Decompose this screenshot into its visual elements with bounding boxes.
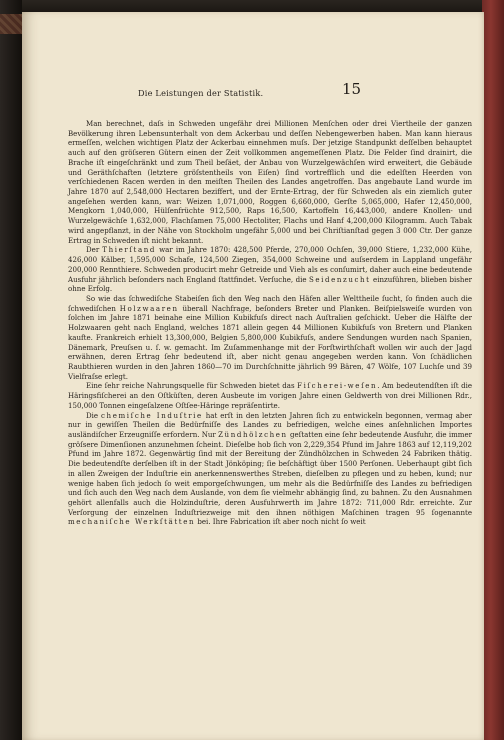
- emphasis-term: Fiſcherei-weſen: [297, 381, 378, 391]
- text-run: Eine ſehr reiche Nahrungsquelle für Schweden bietet das: [86, 381, 298, 391]
- emphasis-term: mechaniſche Werkſtätten: [68, 517, 196, 527]
- text-run: Der: [86, 245, 103, 255]
- emphasis-term: Zündhölzchen: [218, 430, 288, 439]
- text-run: bei. Ihre Fabrication iſt aber noch nicht ſo weit: [195, 517, 366, 527]
- paragraph-agriculture: [68, 119, 472, 245]
- paragraph-timber: [68, 294, 472, 381]
- running-head: Die Leistungen der Statistik.: [138, 88, 264, 98]
- text-run: hat erſt in den letzten Jahren ſich zu entwickeln begonnen, vermag aber nur in gewiſſen Theilen die Bedürfniſſe des Landes zu befriedigen, welche eines anſehnlichen Importes ausländiſcher Erzeugniſſe erfordern. Nur: [68, 410, 472, 439]
- text-run: geſtatten eine ſehr bedeutende Ausfuhr, die immer gröſsere Dimenſionen anzunehmen ſcheint. Dieſelbe hob ſich von 2,229,354 Pfund im Jahre 1863 auf 12,119,202 Pfund im Jahre 1872. Gegenwärtig ſind mit der Bereitung der Zündhölzchen in Schweden 24 Fabriken thätig. Die bedeutendſte derſelben iſt in der Stadt Jönköping; ſie beſchäftigt über 1500 Perſonen. Ueberhaupt gibt ſich in allen Zweigen der Induſtrie ein anerkennenswerthes Streben, dieſelben zu pflegen und zu heben, kund; nur wenige haben ſich jedoch ſo weit emporgeſchwungen, um mehr als die Bedürfniſſe des Landes zu befriedigen und ſich auch den Weg nach dem Auslande, von dem ſie vielmehr abhängig ſind, zu bahnen. Zu den Ausnahmen gehört allenfalls auch die Holzinduſtrie, deren Ausfuhrwerth im Jahre 1872: 711,000 Rdr. erreichte. Zur Verſorgung der einzelnen Induſtriezweige mit den ihnen nöthigen Maſchinen tragen 95 ſogenannte: [68, 430, 472, 517]
- emphasis-term: Seidenzucht: [308, 274, 371, 284]
- text-run: . Am bedeutendſten iſt die Häringsfiſcherei an den Oſtküſten, deren Ausbeute im vorigen Jahre einen Geldwerth von drei Millionen Rdr., 150,000 Tonnen eingeſalzene Oſtſee-Häringe repräſentirte.: [68, 381, 473, 410]
- book-page: [22, 12, 484, 740]
- paragraph-industry: [68, 411, 472, 528]
- text-run: einzuführen, blieben bisher ohne Erfolg.: [68, 274, 472, 294]
- text-run: überall Nachfrage, beſonders Breter und Planken. Beiſpielsweiſe wurden von ſolchen im Jahre 1871 beinahe eine Million Kubikfuſs direct nach Auſtralien geſchickt. Ueber die Hälfte der Holzwaaren geht nach England, welches 1871 allein gegen 44 Millionen Kubikfuſs von Bretern und Planken kaufte. Frankreich erhielt 13,300,000, Belgien 5,800,000 Kubikfuſs, andere Sendungen wurden nach Spanien, Dänemark, Preuſsen u. ſ. w. gemacht. Im Zuſammenhange mit der Forſtwirthſchaft wollen wir auch der Jagd erwähnen, deren Ertrag ſehr bedeutend iſt, aber nicht genau angegeben werden kann. Von ſchädlichen Raubthieren wurden in den Jahren 1860—70 im Durchſchnitte jährlich 99 Bären, 47 Wölfe, 107 Luchſe und 39 Vielfraſse erlegt.: [68, 303, 472, 381]
- binding-left: [0, 0, 22, 740]
- text-run: Man berechnet, daſs in Schweden ungefähr drei Millionen Menſchen oder drei Viertheile der ganzen Bevölkerung ihren Lebensunterhalt von dem Ackerbau und deſſen Nebengewerben haben. Man kann hieraus ermeſſen, welchen wichtigen Platz der Ackerbau einnehmen muſs. Der jetzige Standpunkt deſſelben behauptet auch auf den gröſseren Gütern einen der Zeit vollkommen angemeſſenen Platz. Die Felder ſind drainirt, die Brache iſt eingeſchränkt und zum Theil beſäet, der Anbau von Wurzelgewächſen wird erweitert, die Gebäude und Geräthſchaften (letztere gröſstentheils von Eiſen) ſind vortrefflich und die edelſten Heerden von verſchiedenen Racen werden in den meiſten Theilen des Landes angetroffen. Das angebaute Land wurde im Jahre 1870 auf 2,548,000 Hectaren beziffert, und der Ernte-Ertrag, der für Schweden als ein ziemlich guter angeſehen werden kann, war: Weizen 1,071,000, Roggen 6,660,000, Gerſte 5,065,000, Hafer 12,450,000, Mengkorn 1,040,000, Hülſenfrüchte 912,500, Raps 16,500, Kartoffeln 16,443,000, andere Knollen- und Wurzelgewächſe 1,632,000, Flachſamen 75,000 Hectoliter, Flachs und Hanf 4,200,000 Kilogramm. Auch Tabak wird angepflanzt, in der Nähe von Stockholm ungefähr 5,000 und bei Chriſtianſtad gegen 3 000 Ctr. Der ganze Ertrag in Schweden iſt nicht bekannt.: [68, 119, 472, 245]
- text-run: war im Jahre 1870: 428,500 Pferde, 270,000 Ochſen, 39,000 Stiere, 1,232,000 Kühe, 426,000 Kälber, 1,595,000 Schafe, 124,500 Ziegen, 354,000 Schweine und auſserdem in Lappland ungefähr 200,000 Rennthiere. Schweden producirt mehr Getreide und Vieh als es conſumirt, daher auch eine bedeutende Ausfuhr jährlich beſonders nach England ſtattfindet. Verſuche, die: [68, 245, 472, 284]
- emphasis-term: Holzwaaren: [119, 303, 179, 313]
- page-header: [22, 12, 484, 98]
- emphasis-term: chemiſche Induſtrie: [101, 410, 203, 420]
- text-run: Die: [86, 410, 102, 420]
- body-text: [68, 119, 472, 527]
- page-number: 15: [342, 80, 362, 98]
- book-cover-edge: [482, 0, 504, 740]
- paragraph-fishery: [68, 381, 472, 410]
- text-run: So wie das ſchwediſche Stabeiſen ſich den Weg nach den Häfen aller Welttheile ſucht, ſo finden auch die ſchwediſchen: [68, 293, 472, 313]
- emphasis-term: Thierſtand: [102, 245, 157, 255]
- paragraph-livestock: [68, 245, 472, 294]
